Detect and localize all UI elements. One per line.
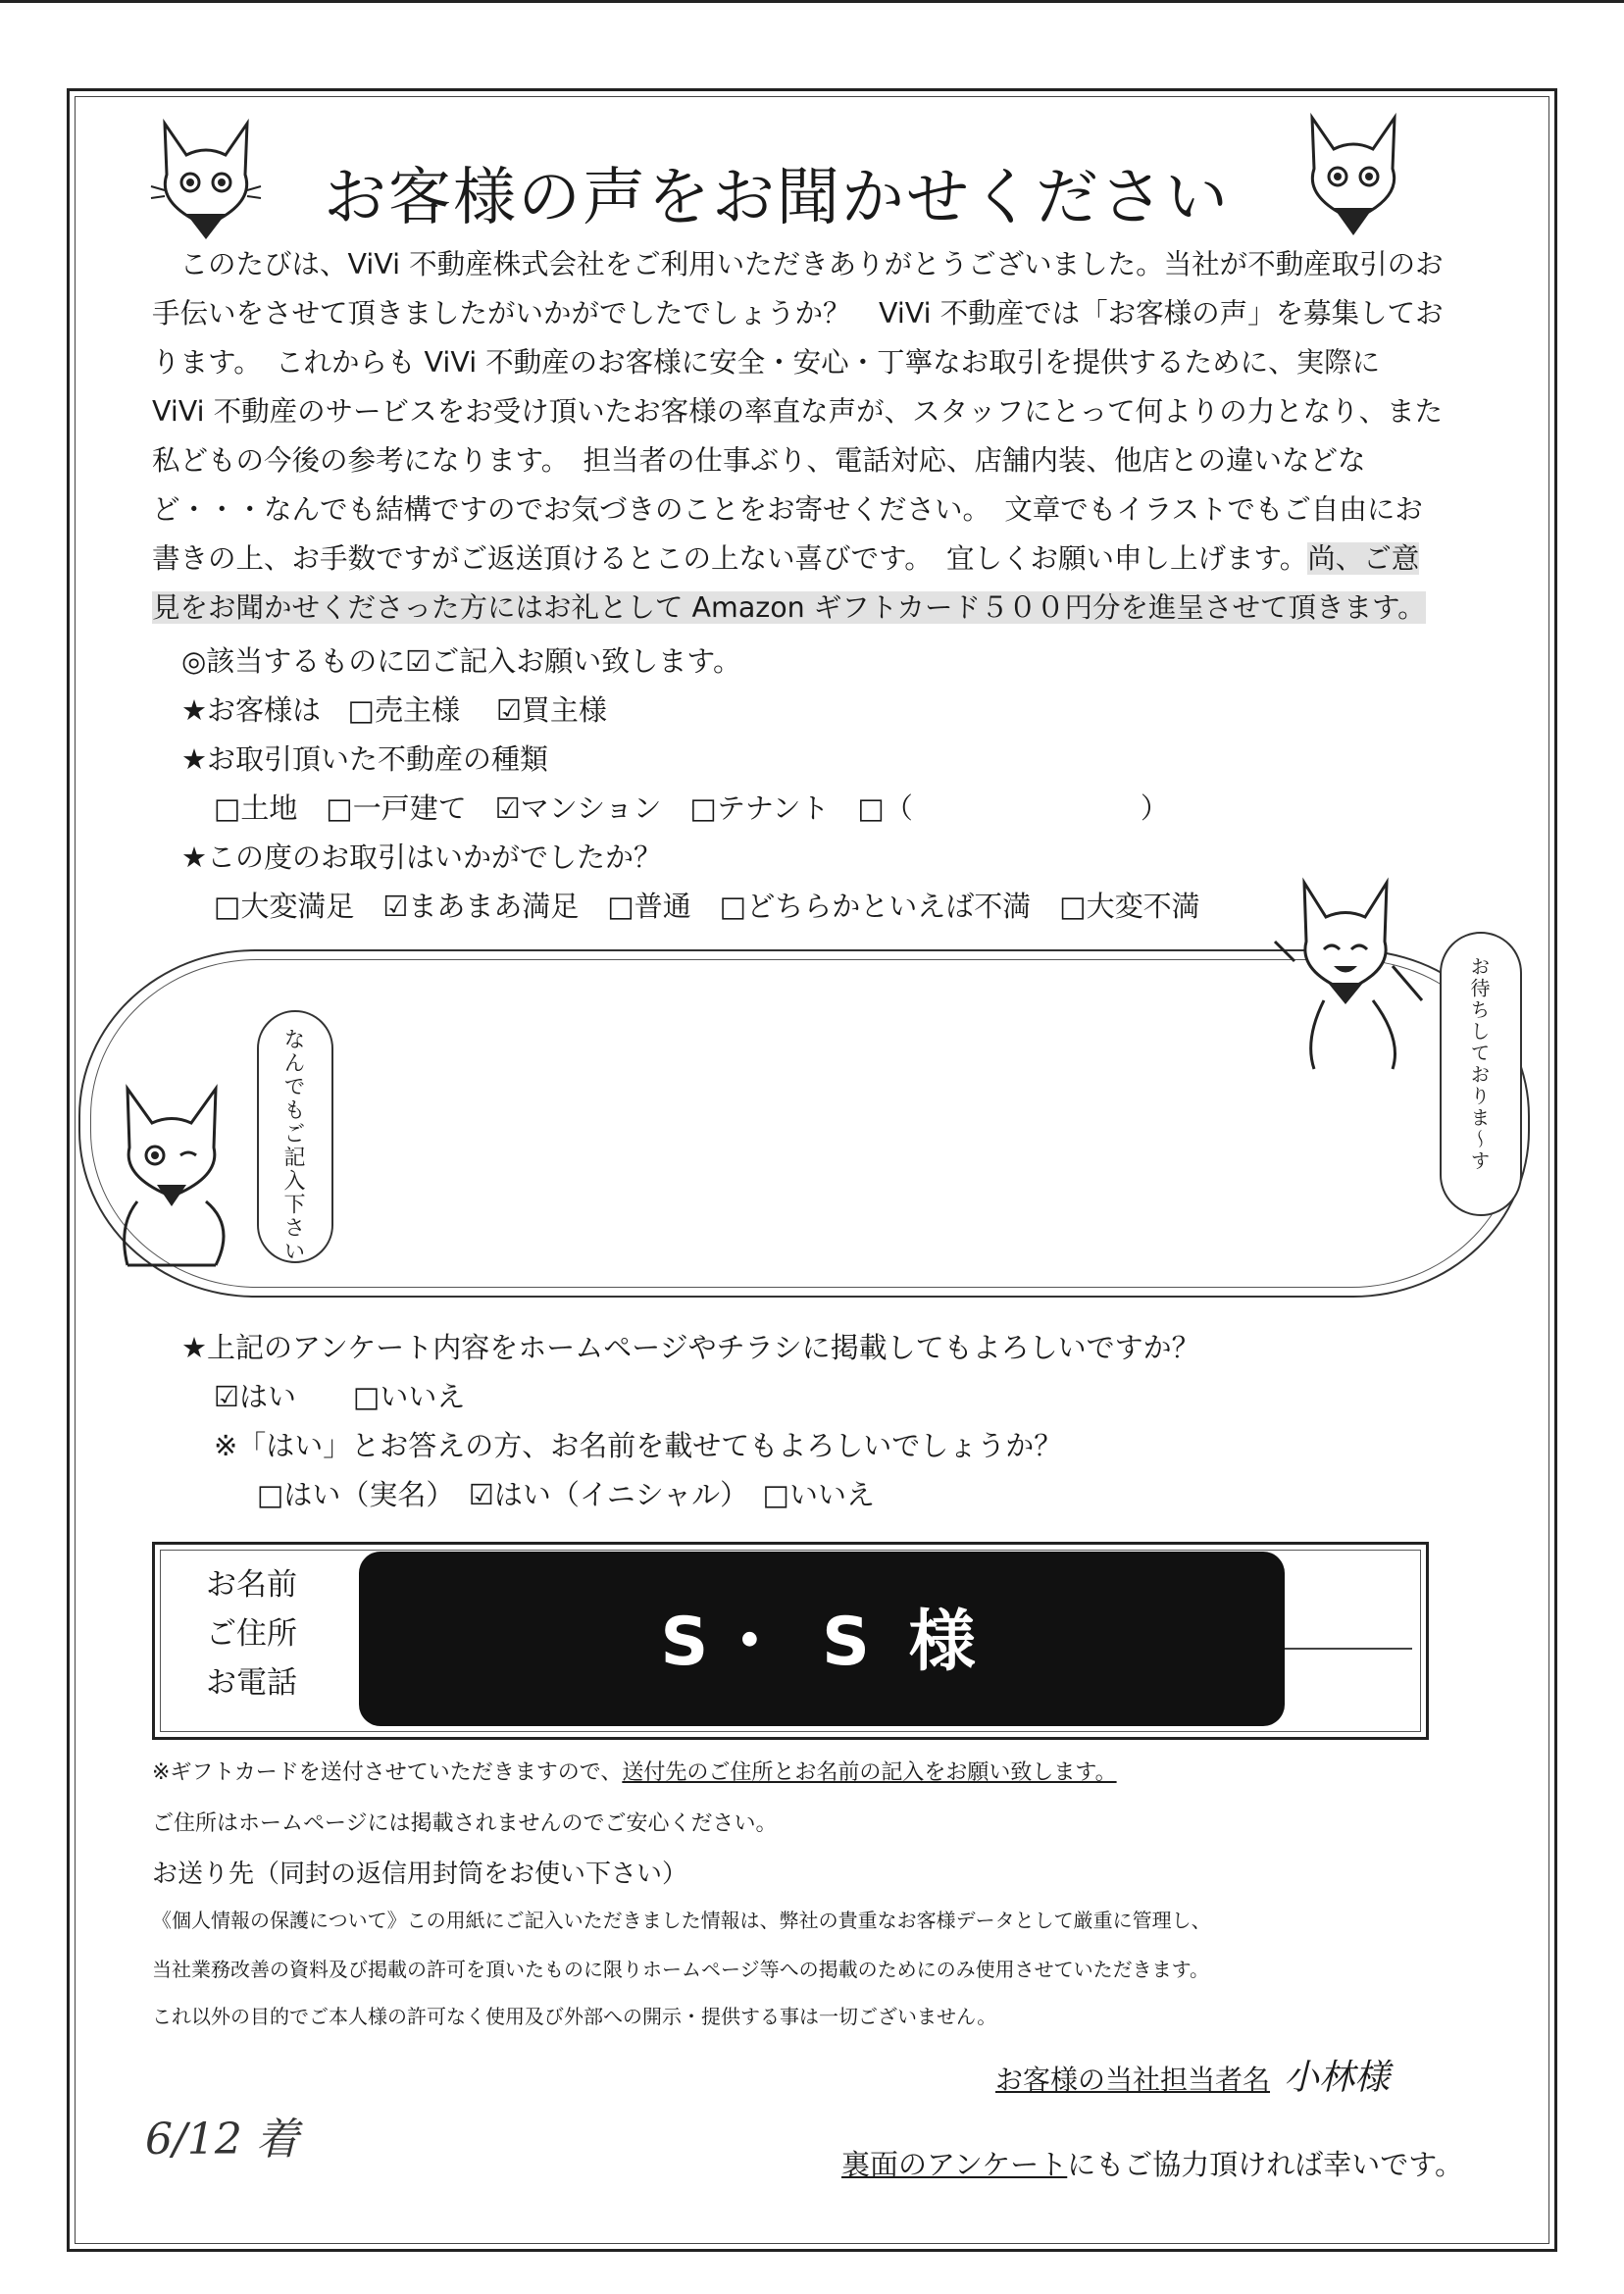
question-publish-label: ★上記のアンケート内容をホームページやチラシに掲載してもよろしいですか？ bbox=[181, 1331, 1200, 1364]
back-survey-note: 裏面のアンケートにもご協力頂ければ幸いです。 bbox=[841, 2148, 1463, 2181]
question-satisfaction-label: ★この度のお取引はいかがでしたか？ bbox=[181, 841, 662, 874]
privacy-note: 《個人情報の保護について》この用紙にご記入いただきました情報は、弊社の貴重なお客様データとして厳重に管理し、 bbox=[152, 1909, 1211, 1932]
intro-line: ViVi 不動産のサービスをお受け頂いたお客様の率直な声が、スタッフにとって何よりの力となり、また bbox=[152, 395, 1444, 428]
intro-line: このたびは、ViVi 不動産株式会社をご利用いただきありがとうございました。当社が不動産取引のお bbox=[152, 248, 1444, 280]
page-title: お客様の声をお聞かせください bbox=[324, 162, 1230, 234]
question-property-label: ★お取引頂いた不動産の種類 bbox=[181, 742, 548, 776]
instruction: ◎該当するものに☑ご記入お願い致します。 bbox=[181, 644, 741, 678]
staff-handwritten-name: 小林様 bbox=[1284, 2058, 1391, 2098]
intro-line: 手伝いをさせて頂きましたがいかがでしたでしょうか？ ViVi 不動産では「お客様の声」を募集してお bbox=[152, 297, 1444, 330]
intro-line: 私どもの今後の参考になります。 担当者の仕事ぶり、電話対応、店舗内装、他店との違いなどな bbox=[152, 444, 1366, 477]
gift-card-note: ※ギフトカードを送付させていただきますので、送付先のご住所とお名前の記入をお願い致します。 bbox=[152, 1760, 1117, 1785]
staff-label: お客様の当社担当者名 bbox=[995, 2064, 1271, 2096]
name-options[interactable]: □はい（実名） ☑はい（イニシャル） □いいえ bbox=[257, 1478, 876, 1511]
phone-label: お電話 bbox=[206, 1665, 297, 1701]
name-label: お名前 bbox=[206, 1567, 297, 1603]
field-underline bbox=[1285, 1648, 1412, 1650]
address-label: ご住所 bbox=[206, 1616, 297, 1652]
privacy-note: これ以外の目的でご本人様の許可なく使用及び外部への開示・提供する事は一切ございません。 bbox=[152, 2005, 997, 2028]
highlighted-text: 尚、ご意 bbox=[1307, 542, 1420, 575]
intro-line: 書きの上、お手数ですがご返送頂けるとこの上ない喜びです。 宜しくお願い申し上げます。尚、ご意 bbox=[152, 542, 1420, 575]
intro-line bbox=[152, 584, 1505, 633]
satisfaction-options[interactable]: □大変満足 ☑まあまあ満足 □普通 □どちらかといえば不満 □大変不満 bbox=[214, 890, 1200, 923]
intro-line: ります。 これからも ViVi 不動産のお客様に安全・安心・丁寧なお取引を提供するために、実際に bbox=[152, 346, 1381, 379]
question-customer bbox=[181, 688, 607, 729]
intro-line: ど・・・なんでも結構ですのでお気づきのことをお寄せください。 文章でもイラストでもご自由にお bbox=[152, 493, 1423, 526]
privacy-note: 当社業務改善の資料及び掲載の許可を頂いたものに限りホームページ等への掲載のためにのみ使用させていただきます。 bbox=[152, 1958, 1209, 1981]
highlighted-text: 見をお聞かせくださった方にはお礼として Amazon ギフトカード５００円分を進呈させて頂きます。 bbox=[152, 591, 1426, 624]
address-note: ご住所はホームページには掲載されませんのでご安心ください。 bbox=[152, 1811, 778, 1836]
handwritten-arrival-date: 6/12 着 bbox=[145, 2115, 299, 2165]
top-rule bbox=[0, 0, 1624, 3]
staff-name-line bbox=[995, 2050, 1390, 2100]
property-type-options[interactable]: □土地 □一戸建て ☑マンション □テナント □（ ） bbox=[214, 791, 1169, 825]
intro-paragraph bbox=[152, 240, 1505, 633]
cat-mascot-icon bbox=[1294, 110, 1412, 242]
redacted-customer-name: S・ S 様 bbox=[660, 1604, 984, 1681]
publish-options[interactable]: ☑はい □いいえ bbox=[214, 1380, 466, 1413]
cat-mascot-icon bbox=[147, 116, 265, 243]
checkbox-seller[interactable]: □売主様 bbox=[347, 693, 461, 727]
speech-bubble-right-text: お待ちしておりま～す bbox=[1467, 956, 1491, 1172]
speech-bubble-left-text: なんでもご記入下さい bbox=[280, 1028, 305, 1263]
checkbox-buyer[interactable]: ☑買主様 bbox=[495, 693, 607, 727]
send-to-note: お送り先（同封の返信用封筒をお使い下さい） bbox=[152, 1860, 688, 1889]
question-name-label: ※「はい」とお答えの方、お名前を載せてもよろしいでしょうか？ bbox=[214, 1429, 1063, 1462]
cat-mascot-happy-icon bbox=[1265, 873, 1432, 1079]
question-label: ★お客様は bbox=[181, 693, 321, 727]
cat-mascot-winking-icon bbox=[98, 1079, 245, 1275]
